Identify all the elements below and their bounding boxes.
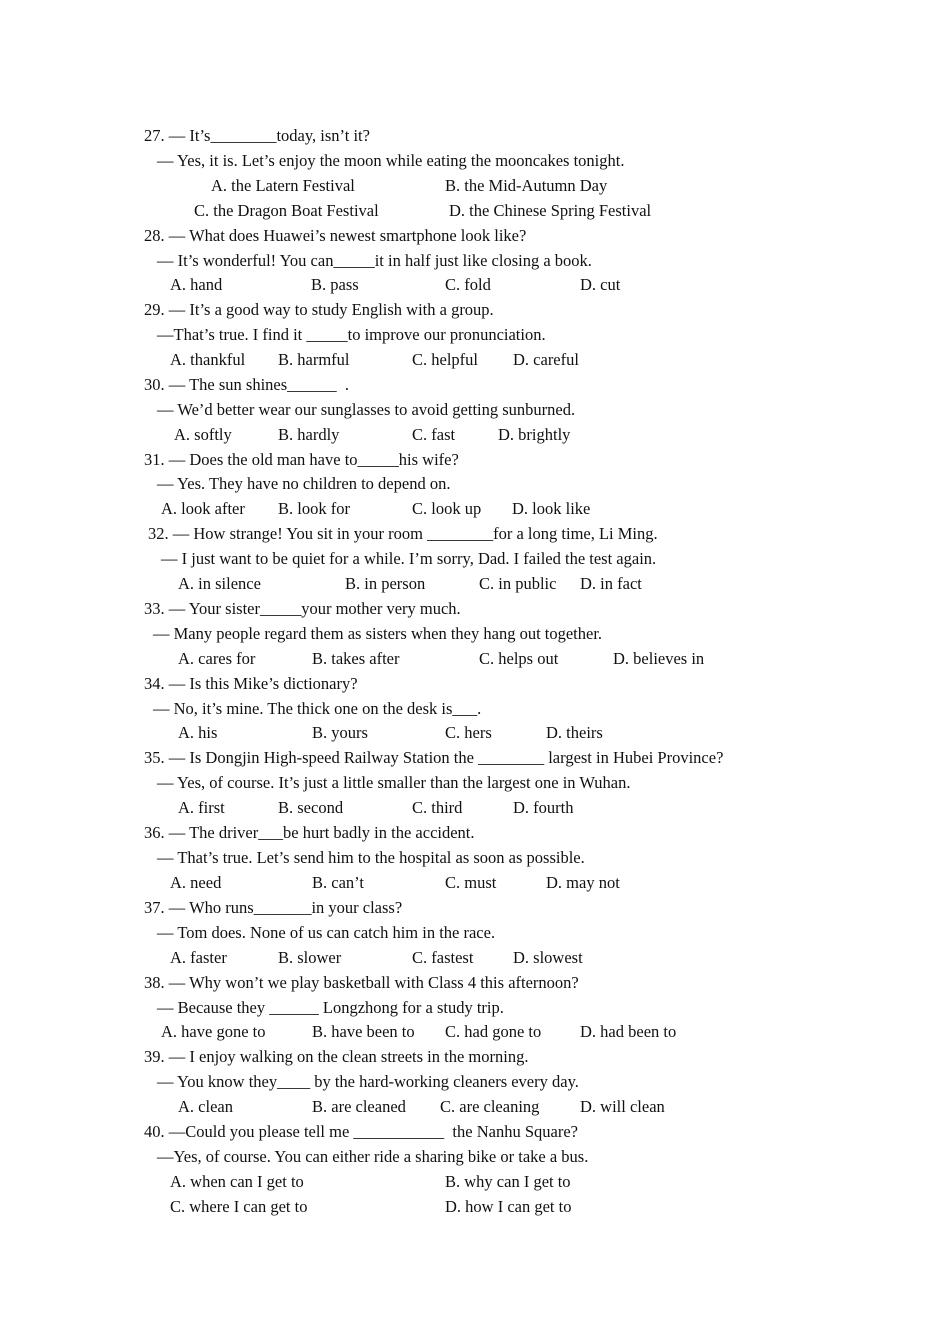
question-35-stem: 35. — Is Dongjin High-speed Railway Station the ________ largest in Hubei Province? bbox=[144, 748, 724, 767]
question-35-reply: — Yes, of course. It’s just a little smaller than the largest one in Wuhan. bbox=[157, 773, 631, 792]
question-32-option-a: A. in silence bbox=[178, 574, 261, 593]
question-37-option-a: A. faster bbox=[170, 948, 227, 967]
question-28-stem: 28. — What does Huawei’s newest smartphone look like? bbox=[144, 226, 527, 245]
question-35-option-b: B. second bbox=[278, 798, 344, 817]
question-34-option-d: D. theirs bbox=[546, 723, 603, 742]
question-30-option-d: D. brightly bbox=[498, 425, 571, 444]
question-27-option-b: B. the Mid-Autumn Day bbox=[445, 176, 608, 195]
question-32-option-b: B. in person bbox=[345, 574, 426, 593]
question-31-option-b: B. look for bbox=[278, 499, 350, 518]
question-31-reply: — Yes. They have no children to depend on. bbox=[157, 474, 451, 493]
question-31-stem: 31. — Does the old man have to_____his wife? bbox=[144, 450, 459, 469]
question-32-stem: 32. — How strange! You sit in your room ________for a long time, Li Ming. bbox=[148, 524, 658, 543]
question-27-option-a: A. the Latern Festival bbox=[211, 176, 355, 195]
question-40-option-b: B. why can I get to bbox=[445, 1172, 571, 1191]
question-29-option-b: B. harmful bbox=[278, 350, 350, 369]
question-33-option-d: D. believes in bbox=[613, 649, 705, 668]
question-36-option-b: B. can’t bbox=[312, 873, 364, 892]
question-31-option-d: D. look like bbox=[512, 499, 591, 518]
question-39-reply: — You know they____ by the hard-working cleaners every day. bbox=[157, 1072, 579, 1091]
question-34-option-b: B. yours bbox=[312, 723, 368, 742]
question-40-stem: 40. —Could you please tell me ___________ the Nanhu Square? bbox=[144, 1122, 578, 1141]
question-27-option-d: D. the Chinese Spring Festival bbox=[449, 201, 652, 220]
question-31-option-a: A. look after bbox=[161, 499, 245, 518]
question-36-option-c: C. must bbox=[445, 873, 497, 892]
question-37-option-b: B. slower bbox=[278, 948, 342, 967]
question-29-reply: —That’s true. I find it _____to improve our pronunciation. bbox=[157, 325, 546, 344]
question-28-option-c: C. fold bbox=[445, 275, 491, 294]
question-30-option-b: B. hardly bbox=[278, 425, 340, 444]
question-38-option-c: C. had gone to bbox=[445, 1022, 542, 1041]
question-28-option-b: B. pass bbox=[311, 275, 359, 294]
question-36-option-d: D. may not bbox=[546, 873, 620, 892]
question-33-option-a: A. cares for bbox=[178, 649, 256, 668]
question-32-reply: — I just want to be quiet for a while. I’m sorry, Dad. I failed the test again. bbox=[161, 549, 657, 568]
question-38-option-d: D. had been to bbox=[580, 1022, 677, 1041]
question-35-option-c: C. third bbox=[412, 798, 463, 817]
question-30-stem: 30. — The sun shines______ . bbox=[144, 375, 350, 394]
question-29-option-a: A. thankful bbox=[170, 350, 246, 369]
question-30-option-c: C. fast bbox=[412, 425, 456, 444]
question-37-reply: — Tom does. None of us can catch him in the race. bbox=[157, 923, 496, 942]
question-32-option-c: C. in public bbox=[479, 574, 557, 593]
question-38-option-b: B. have been to bbox=[312, 1022, 415, 1041]
question-38-option-a: A. have gone to bbox=[161, 1022, 266, 1041]
question-35-option-d: D. fourth bbox=[513, 798, 574, 817]
question-36-stem: 36. — The driver___be hurt badly in the accident. bbox=[144, 823, 475, 842]
question-34-stem: 34. — Is this Mike’s dictionary? bbox=[144, 674, 358, 693]
question-34-option-c: C. hers bbox=[445, 723, 492, 742]
question-31-option-c: C. look up bbox=[412, 499, 482, 518]
question-39-option-d: D. will clean bbox=[580, 1097, 665, 1116]
question-39-option-a: A. clean bbox=[178, 1097, 233, 1116]
question-35-option-a: A. first bbox=[178, 798, 225, 817]
question-28-option-d: D. cut bbox=[580, 275, 621, 294]
question-33-option-c: C. helps out bbox=[479, 649, 559, 668]
question-39-stem: 39. — I enjoy walking on the clean streets in the morning. bbox=[144, 1047, 529, 1066]
question-40-reply: —Yes, of course. You can either ride a sharing bike or take a bus. bbox=[157, 1147, 589, 1166]
question-33-option-b: B. takes after bbox=[312, 649, 400, 668]
question-36-option-a: A. need bbox=[170, 873, 222, 892]
question-29-option-d: D. careful bbox=[513, 350, 579, 369]
question-30-reply: — We’d better wear our sunglasses to avoid getting sunburned. bbox=[157, 400, 576, 419]
question-39-option-c: C. are cleaning bbox=[440, 1097, 540, 1116]
question-37-option-d: D. slowest bbox=[513, 948, 583, 967]
question-37-option-c: C. fastest bbox=[412, 948, 474, 967]
question-36-reply: — That’s true. Let’s send him to the hospital as soon as possible. bbox=[157, 848, 585, 867]
question-27-reply: — Yes, it is. Let’s enjoy the moon while eating the mooncakes tonight. bbox=[157, 151, 625, 170]
question-29-stem: 29. — It’s a good way to study English with a group. bbox=[144, 300, 494, 319]
question-40-option-d: D. how I can get to bbox=[445, 1197, 572, 1216]
question-40-option-a: A. when can I get to bbox=[170, 1172, 304, 1191]
question-33-reply: — Many people regard them as sisters when they hang out together. bbox=[153, 624, 603, 643]
question-34-option-a: A. his bbox=[178, 723, 218, 742]
question-28-reply: — It’s wonderful! You can_____it in half just like closing a book. bbox=[157, 251, 592, 270]
question-29-option-c: C. helpful bbox=[412, 350, 478, 369]
question-27-stem: 27. — It’s________today, isn’t it? bbox=[144, 126, 370, 145]
question-38-stem: 38. — Why won’t we play basketball with Class 4 this afternoon? bbox=[144, 973, 579, 992]
question-37-stem: 37. — Who runs_______in your class? bbox=[144, 898, 403, 917]
question-27-option-c: C. the Dragon Boat Festival bbox=[194, 201, 379, 220]
question-28-option-a: A. hand bbox=[170, 275, 223, 294]
question-39-option-b: B. are cleaned bbox=[312, 1097, 406, 1116]
question-33-stem: 33. — Your sister_____your mother very much. bbox=[144, 599, 461, 618]
question-34-reply: — No, it’s mine. The thick one on the desk is___. bbox=[153, 699, 482, 718]
question-30-option-a: A. softly bbox=[174, 425, 232, 444]
question-38-reply: — Because they ______ Longzhong for a study trip. bbox=[157, 998, 504, 1017]
question-40-option-c: C. where I can get to bbox=[170, 1197, 308, 1216]
question-32-option-d: D. in fact bbox=[580, 574, 642, 593]
